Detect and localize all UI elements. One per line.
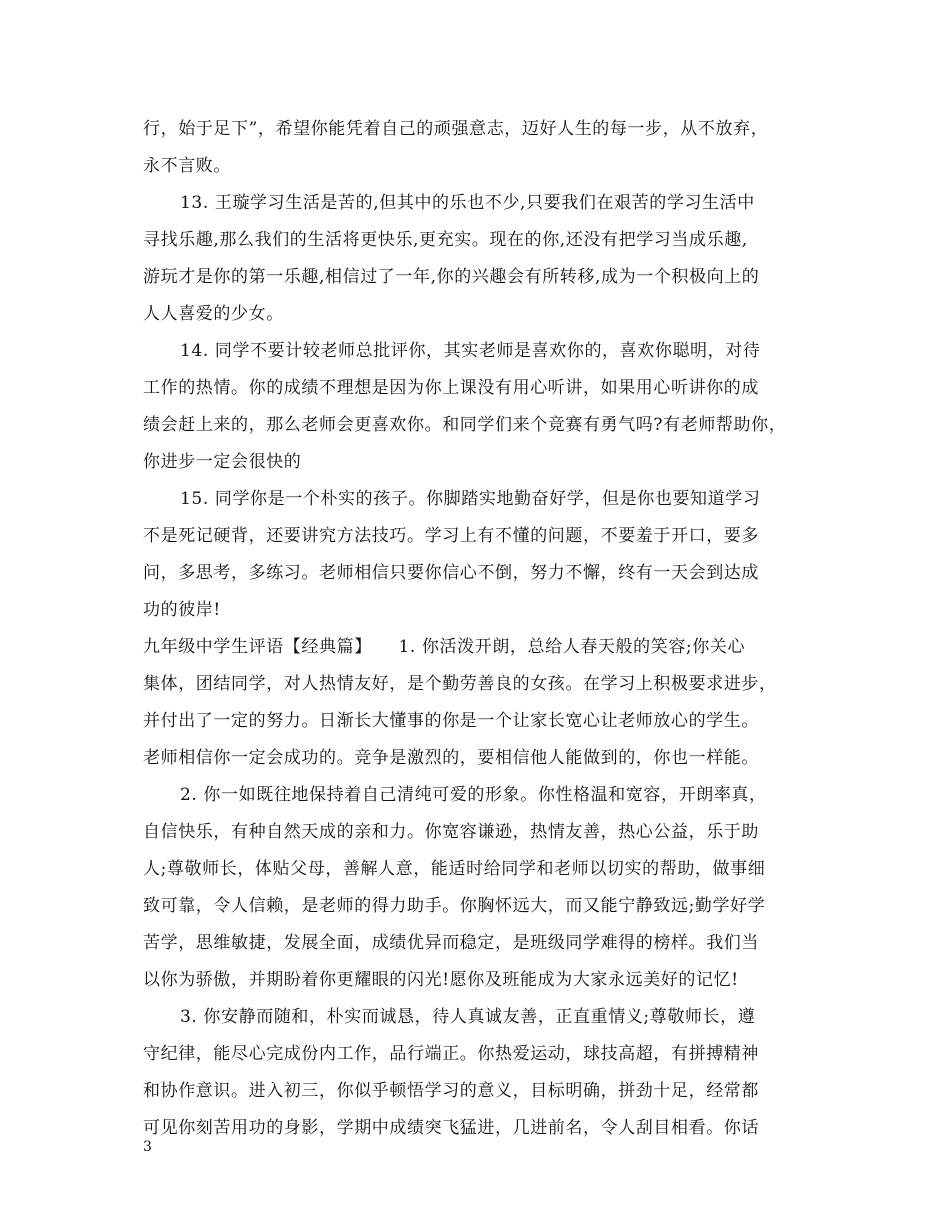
text-line: 老师相信你一定会成功的。竞争是激烈的，要相信他人能做到的，你也一样能。: [143, 748, 759, 768]
text-line: 人人喜爱的少女。: [143, 304, 284, 324]
text-line: 2. 你一如既往地保持着自己清纯可爱的形象。你性格温和宽容，开朗率真，: [180, 785, 767, 805]
text-line: 15. 同学你是一个朴实的孩子。你脚踏实地勤奋好学，但是你也要知道学习: [180, 489, 761, 509]
text-line: 功的彼岸!: [143, 600, 221, 620]
section-heading-line: 九年级中学生评语【经典篇】 1. 你活泼开朗，总给人春天般的笑容;你关心: [143, 637, 746, 657]
text-line: 守纪律，能尽心完成份内工作，品行端正。你热爱运动，球技高超，有拼搏精神: [143, 1044, 759, 1064]
text-line: 以你为骄傲，并期盼着你更耀眼的闪光!愿你及班能成为大家永远美好的记忆!: [143, 970, 739, 990]
text-line: 和协作意识。进入初三，你似乎顿悟学习的意义，目标明确，拼劲十足，经常都: [143, 1081, 759, 1101]
text-line: 不是死记硬背，还要讲究方法技巧。学习上有不懂的问题，不要羞于开口，要多: [143, 526, 759, 546]
text-line: 行，始于足下”，希望你能凭着自己的顽强意志，迈好人生的每一步，从不放弃，: [143, 119, 769, 139]
text-line: 13. 王璇学习生活是苦的,但其中的乐也不少,只要我们在艰苦的学习生活中: [180, 193, 755, 213]
text-line: 3. 你安静而随和，朴实而诚恳，待人真诚友善，正直重情义;尊敬师长，遵: [180, 1007, 756, 1027]
text-line: 致可靠，令人信赖，是老师的得力助手。你胸怀远大，而又能宁静致远;勤学好学: [143, 896, 766, 916]
text-line: 苦学，思维敏捷，发展全面，成绩优异而稳定，是班级同学难得的榜样。我们当: [143, 933, 759, 953]
text-line: 14. 同学不要计较老师总批评你，其实老师是喜欢你的，喜欢你聪明，对待: [180, 341, 761, 361]
text-line: 永不言败。: [143, 156, 231, 176]
text-line: 绩会赶上来的，那么老师会更喜欢你。和同学们来个竞赛有勇气吗?有老师帮助你，: [143, 415, 787, 435]
text-line: 人;尊敬师长，体贴父母，善解人意，能适时给同学和老师以切实的帮助，做事细: [143, 859, 766, 879]
text-line: 并付出了一定的努力。日渐长大懂事的你是一个让家长宽心让老师放心的学生。: [143, 711, 759, 731]
text-line: 寻找乐趣,那么我们的生活将更快乐,更充实。现在的你,还没有把学习当成乐趣,: [143, 230, 748, 250]
text-line: 集体，团结同学，对人热情友好，是个勤劳善良的女孩。在学习上积极要求进步，: [143, 674, 777, 694]
text-line: 你进步一定会很快的: [143, 452, 302, 472]
text-line: 工作的热情。你的成绩不理想是因为你上课没有用心听讲，如果用心听讲你的成: [143, 378, 759, 398]
text-line: 自信快乐，有种自然天成的亲和力。你宽容谦逊，热情友善，热心公益，乐于助: [143, 822, 759, 842]
text-line: 问，多思考，多练习。老师相信只要你信心不倒，努力不懈，终有一天会到达成: [143, 563, 759, 583]
text-line: 游玩才是你的第一乐趣,相信过了一年,你的兴趣会有所转移,成为一个积极向上的: [143, 267, 760, 287]
page-number: 3: [143, 1139, 152, 1155]
text-line: 可见你刻苦用功的身影，学期中成绩突飞猛进，几进前名，令人刮目相看。你话: [143, 1118, 759, 1138]
